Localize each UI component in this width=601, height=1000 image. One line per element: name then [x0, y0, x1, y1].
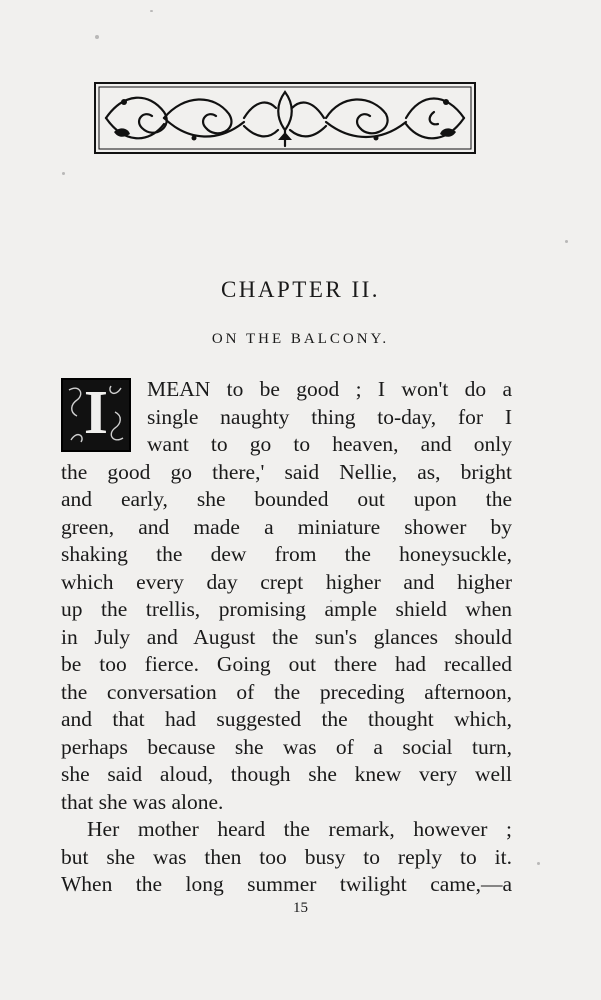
text-line: and early, she bounded out upon the [61, 487, 512, 511]
text-line: she said aloud, though she knew very well [61, 762, 512, 786]
ornamental-headpiece [94, 82, 476, 154]
drop-cap-letter: I [83, 379, 109, 447]
text-line: single naughty thing to-day, for I [147, 404, 512, 429]
text-line: Her mother heard the remark, however ; [87, 817, 512, 841]
text-line: green, and made a miniature shower by [61, 514, 512, 539]
text-line: in July and August the sun's glances should [61, 624, 512, 649]
text-line: which every day crept higher and higher [61, 569, 512, 594]
scan-speck [537, 862, 540, 865]
body-text [61, 376, 512, 899]
scan-speck [565, 240, 568, 243]
scan-speck [95, 35, 99, 39]
page-number: 15 [293, 900, 308, 916]
text-line: be too fierce. Going out there had recalled [61, 652, 512, 676]
scan-speck [150, 10, 153, 12]
text-line: the conversation of the preceding afternoon, [61, 679, 512, 704]
text-line: and that had suggested the thought which, [61, 707, 512, 731]
text-line: the good go there,' said Nellie, as, bright [61, 459, 512, 484]
text-line: MEAN to be good ; I won't do a [147, 377, 512, 401]
text-line: want to go to heaven, and only [147, 432, 512, 456]
chapter-title: CHAPTER II. [220, 277, 381, 302]
scan-speck [62, 172, 65, 175]
text-line: but she was then too busy to reply to it. [61, 844, 512, 869]
text-line: shaking the dew from the honeysuckle, [61, 542, 512, 566]
text-line: perhaps because she was of a social turn, [61, 734, 512, 759]
text-line: up the trellis, promising ample shield when [61, 597, 512, 621]
chapter-subtitle: ON THE BALCONY. [211, 331, 390, 347]
text-line: that she was alone. [61, 789, 224, 814]
text-line: When the long summer twilight came,—a [61, 872, 512, 896]
